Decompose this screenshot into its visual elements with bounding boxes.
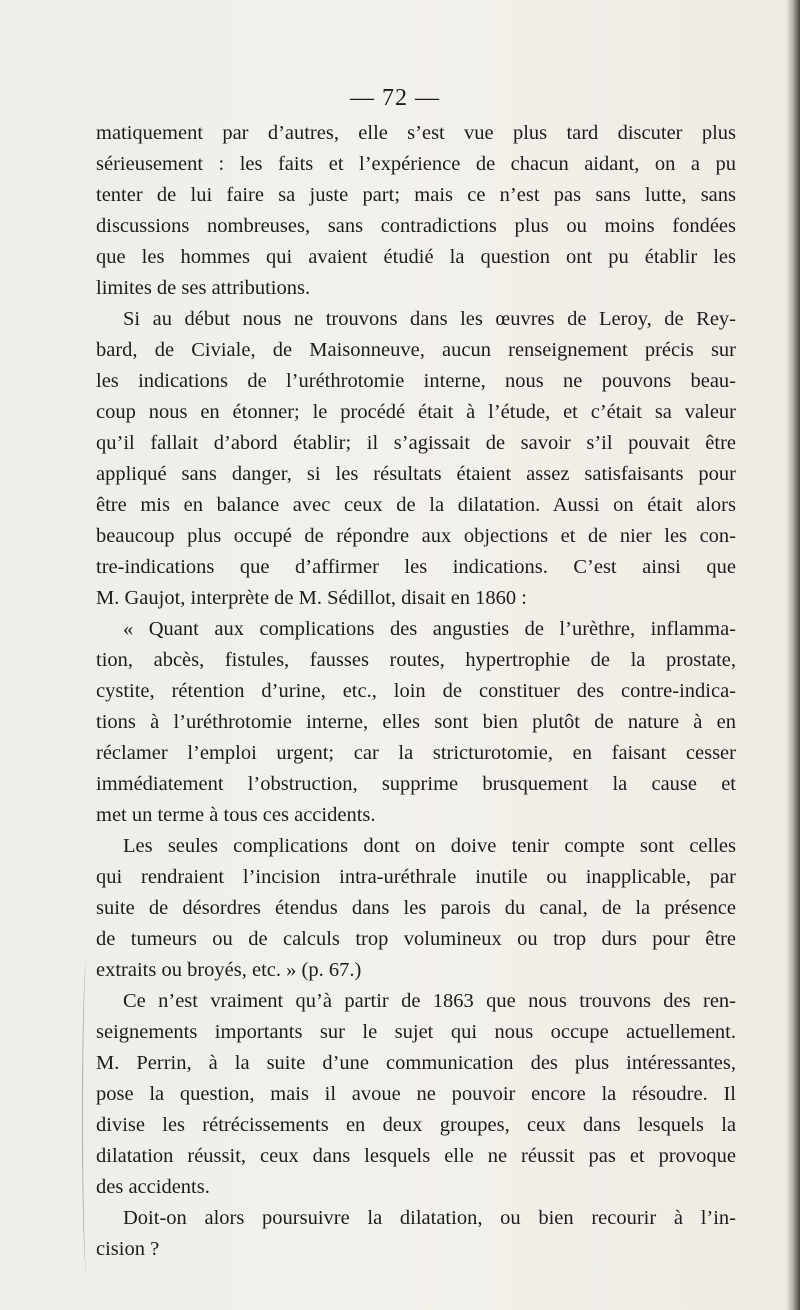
text-line: que les hommes qui avaient étudié la question ont pu établir les	[96, 246, 736, 268]
text-line: seignements importants sur le sujet qui nous occupe actuellement.	[96, 1021, 736, 1043]
text-line: M. Perrin, à la suite d’une communication des plus intéressantes,	[96, 1052, 736, 1074]
quote-line: met un terme à tous ces accidents.	[96, 804, 376, 826]
text-line: Si au début nous ne trouvons dans les œuvres de Leroy, de Rey-	[123, 308, 736, 330]
quote-line: réclamer l’emploi urgent; car la stricturotomie, en faisant cesser	[96, 742, 736, 764]
text-line: Doit-on alors poursuivre la dilatation, ou bien recourir à l’in-	[123, 1207, 736, 1229]
page-number: — 72 —	[350, 85, 440, 111]
pencil-margin-mark	[82, 962, 91, 1272]
text-line: tenter de lui faire sa juste part; mais ce n’est pas sans lutte, sans	[96, 184, 736, 206]
text-line: pose la question, mais il avoue ne pouvoir encore la résoudre. Il	[96, 1083, 736, 1105]
text-line: Ce n’est vraiment qu’à partir de 1863 que nous trouvons des ren-	[123, 990, 736, 1012]
text-line: discussions nombreuses, sans contradictions plus ou moins fondées	[96, 215, 736, 237]
quote-line: immédiatement l’obstruction, supprime brusquement la cause et	[96, 773, 736, 795]
text-line: beaucoup plus occupé de répondre aux objections et de nier les con-	[96, 525, 736, 547]
quote-line: « Quant aux complications des angusties de l’urèthre, inflamma-	[123, 618, 736, 640]
text-line: sérieusement : les faits et l’expérience de chacun aidant, on a pu	[96, 153, 736, 175]
text-line: tre-indications que d’affirmer les indications. C’est ainsi que	[96, 556, 736, 578]
text-line: cision ?	[96, 1238, 160, 1260]
quote-line: tions à l’uréthrotomie interne, elles sont bien plutôt de nature à en	[96, 711, 736, 733]
quote-line: de tumeurs ou de calculs trop volumineux ou trop durs pour être	[96, 928, 736, 950]
text-line: qu’il fallait d’abord établir; il s’agissait de savoir s’il pouvait être	[96, 432, 736, 454]
quote-line: suite de désordres étendus dans les parois du canal, de la présence	[96, 897, 736, 919]
quote-line: tion, abcès, fistules, fausses routes, hypertrophie de la prostate,	[96, 649, 736, 671]
quote-line: qui rendraient l’incision intra-uréthrale inutile ou inapplicable, par	[96, 866, 736, 888]
text-line: coup nous en étonner; le procédé était à l’étude, et c’était sa valeur	[96, 401, 736, 423]
text-line: bard, de Civiale, de Maisonneuve, aucun renseignement précis sur	[96, 339, 736, 361]
binding-edge	[786, 0, 800, 1310]
text-line: des accidents.	[96, 1176, 210, 1198]
text-line: appliqué sans danger, si les résultats étaient assez satisfaisants pour	[96, 463, 736, 485]
text-line: divise les rétrécissements en deux groupes, ceux dans lesquels la	[96, 1114, 736, 1136]
quote-line: Les seules complications dont on doive tenir compte sont celles	[123, 835, 736, 857]
quote-line: cystite, rétention d’urine, etc., loin de constituer des contre-indica-	[96, 680, 736, 702]
text-line: dilatation réussit, ceux dans lesquels elle ne réussit pas et provoque	[96, 1145, 736, 1167]
quote-line: extraits ou broyés, etc. » (p. 67.)	[96, 959, 362, 981]
text-line: les indications de l’uréthrotomie interne, nous ne pouvons beau-	[96, 370, 736, 392]
text-line: matiquement par d’autres, elle s’est vue plus tard discuter plus	[96, 122, 736, 144]
text-line: limites de ses attributions.	[96, 277, 311, 299]
text-line: M. Gaujot, interprète de M. Sédillot, disait en 1860 :	[96, 587, 528, 609]
text-line: être mis en balance avec ceux de la dilatation. Aussi on était alors	[96, 494, 736, 516]
